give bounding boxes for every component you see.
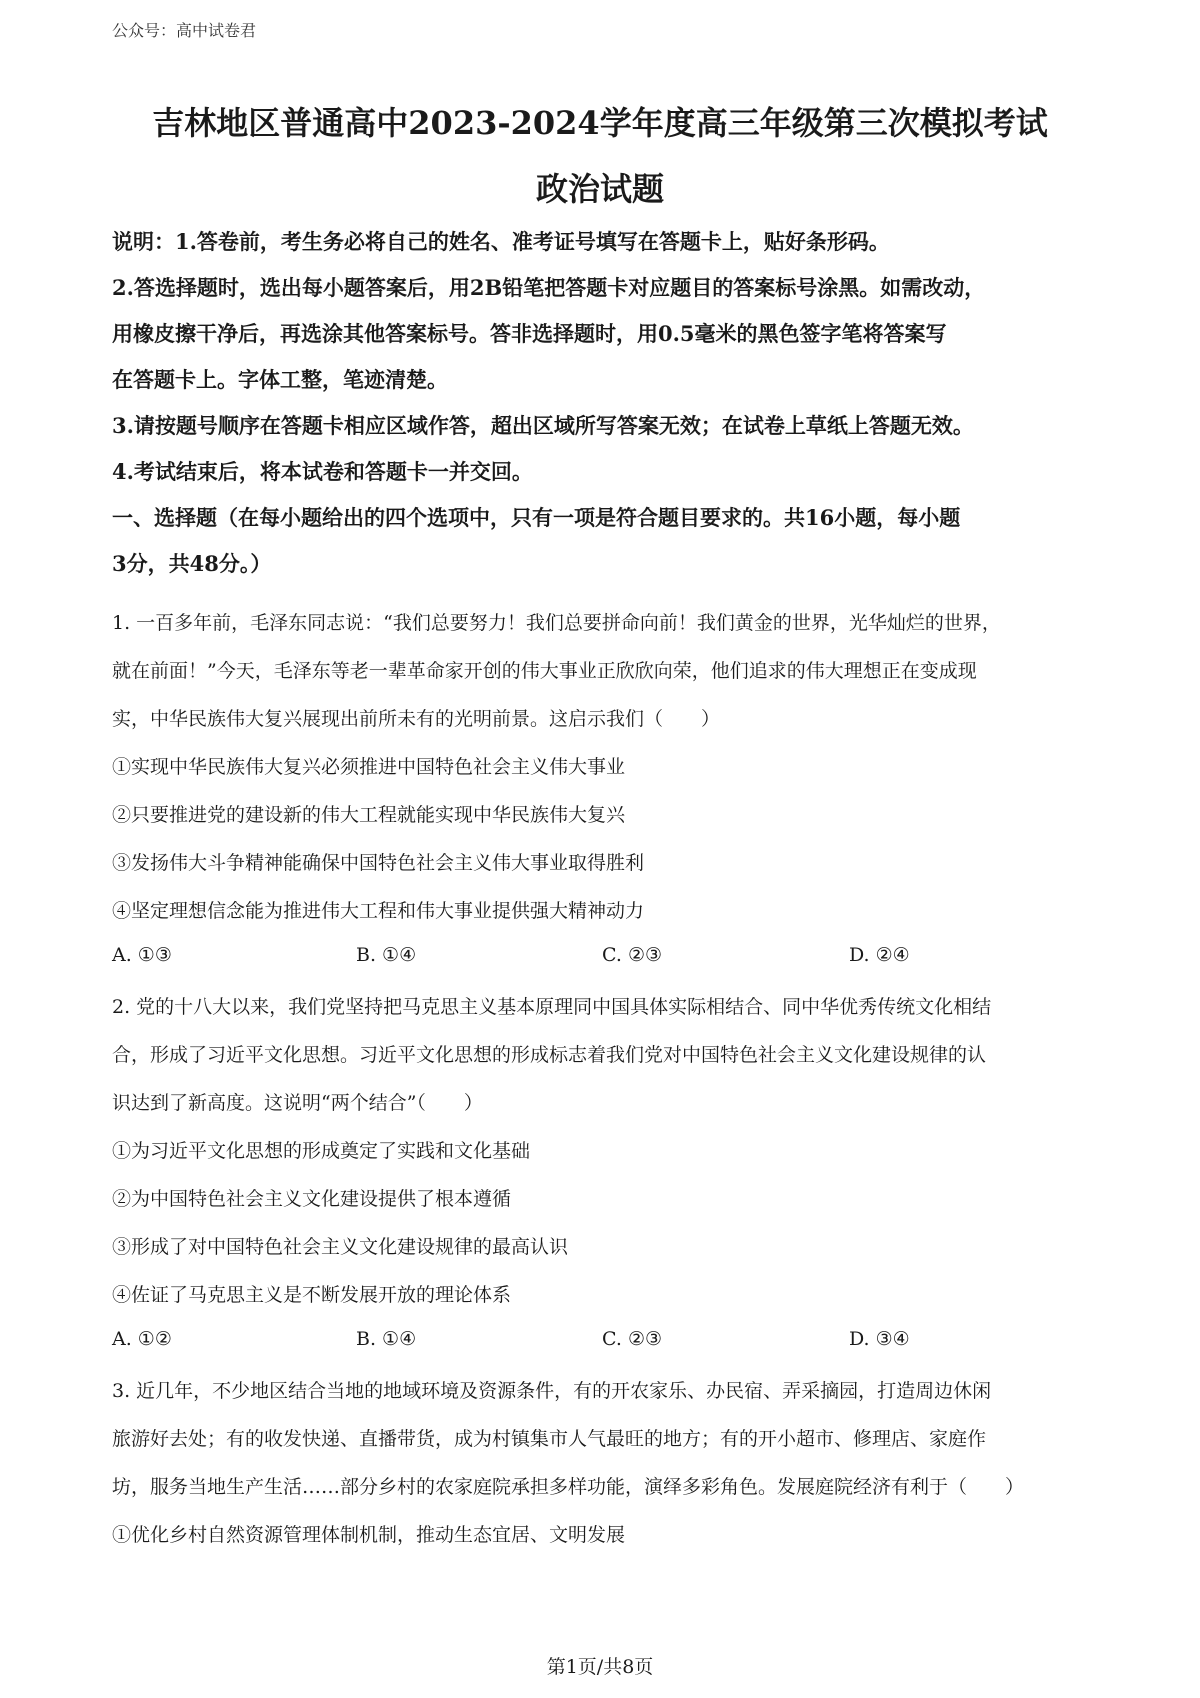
instruction-line: 4.考试结束后，将本试卷和答题卡一并交回。	[112, 459, 533, 484]
question-1-stem: 实，中华民族伟大复兴展现出前所未有的光明前景。这启示我们（ ）	[112, 708, 721, 730]
instruction-line: 2.答选择题时，选出每小题答案后，用2B铅笔把答题卡对应题目的答案标号涂黑。如需改动，	[112, 275, 986, 300]
question-2-item: ④佐证了马克思主义是不断发展开放的理论体系	[112, 1284, 512, 1306]
option-c: C. ②③	[602, 1328, 663, 1350]
question-1-stem: 就在前面！”今天，毛泽东等老一辈革命家开创的伟大事业正欣欣向荣，他们追求的伟大理想正在变成现	[112, 660, 977, 682]
option-c: C. ②③	[602, 944, 663, 966]
option-d: D. ③④	[849, 1328, 910, 1350]
question-2-item: ②为中国特色社会主义文化建设提供了根本遵循	[112, 1188, 512, 1210]
question-2-stem: 合，形成了习近平文化思想。习近平文化思想的形成标志着我们党对中国特色社会主义文化建设规律的认	[112, 1044, 987, 1066]
question-1-item: ①实现中华民族伟大复兴必须推进中国特色社会主义伟大事业	[112, 756, 626, 778]
option-d: D. ②④	[849, 944, 910, 966]
header-note: 公众号：高中试卷君	[112, 21, 257, 40]
instruction-line: 在答题卡上。字体工整，笔迹清楚。	[112, 367, 448, 392]
question-1-stem: 1. 一百多年前，毛泽东同志说：“我们总要努力！我们总要拼命向前！我们黄金的世界，光华灿烂的世界，	[112, 612, 1001, 634]
section-heading: 3分，共48分。）	[112, 551, 272, 576]
option-a: A. ①③	[112, 944, 172, 966]
option-a: A. ①②	[112, 1328, 172, 1350]
question-2-stem: 2. 党的十八大以来，我们党坚持把马克思主义基本原理同中国具体实际相结合、同中华优秀传统文化相结	[112, 996, 992, 1018]
question-2-item: ③形成了对中国特色社会主义文化建设规律的最高认识	[112, 1236, 569, 1258]
instruction-line: 用橡皮擦干净后，再选涂其他答案标号。答非选择题时，用0.5毫米的黑色签字笔将答案写	[112, 321, 947, 346]
question-3-stem: 3. 近几年，不少地区结合当地的地域环境及资源条件，有的开农家乐、办民宿、弄采摘园，打造周边休闲	[112, 1380, 992, 1402]
question-2-item: ①为习近平文化思想的形成奠定了实践和文化基础	[112, 1140, 531, 1162]
question-1-item: ④坚定理想信念能为推进伟大工程和伟大事业提供强大精神动力	[112, 900, 645, 922]
instruction-line: 说明：1.答卷前，考生务必将自己的姓名、准考证号填写在答题卡上，贴好条形码。	[112, 229, 890, 254]
question-2-stem: 识达到了新高度。这说明“两个结合”（ ）	[112, 1092, 483, 1114]
question-1-item: ③发扬伟大斗争精神能确保中国特色社会主义伟大事业取得胜利	[112, 852, 645, 874]
page-title: 吉林地区普通高中2023-2024学年度高三年级第三次模拟考试	[152, 104, 1048, 142]
section-heading: 一、选择题（在每小题给出的四个选项中，只有一项是符合题目要求的。共16小题，每小题	[112, 505, 961, 530]
instruction-line: 3.请按题号顺序在答题卡相应区域作答，超出区域所写答案无效；在试卷上草纸上答题无效。	[112, 413, 974, 438]
option-b: B. ①④	[356, 944, 417, 966]
page-subtitle: 政治试题	[535, 170, 664, 208]
page-footer: 第1页/共8页	[546, 1656, 654, 1678]
question-3-stem: 坊，服务当地生产生活……部分乡村的农家庭院承担多样功能，演绎多彩角色。发展庭院经济有利于（ ）	[112, 1476, 1025, 1498]
question-3-stem: 旅游好去处；有的收发快递、直播带货，成为村镇集市人气最旺的地方；有的开小超市、修理店、家庭作	[112, 1428, 987, 1450]
question-3-item: ①优化乡村自然资源管理体制机制，推动生态宜居、文明发展	[112, 1524, 626, 1546]
question-1-item: ②只要推进党的建设新的伟大工程就能实现中华民族伟大复兴	[112, 804, 626, 826]
option-b: B. ①④	[356, 1328, 417, 1350]
